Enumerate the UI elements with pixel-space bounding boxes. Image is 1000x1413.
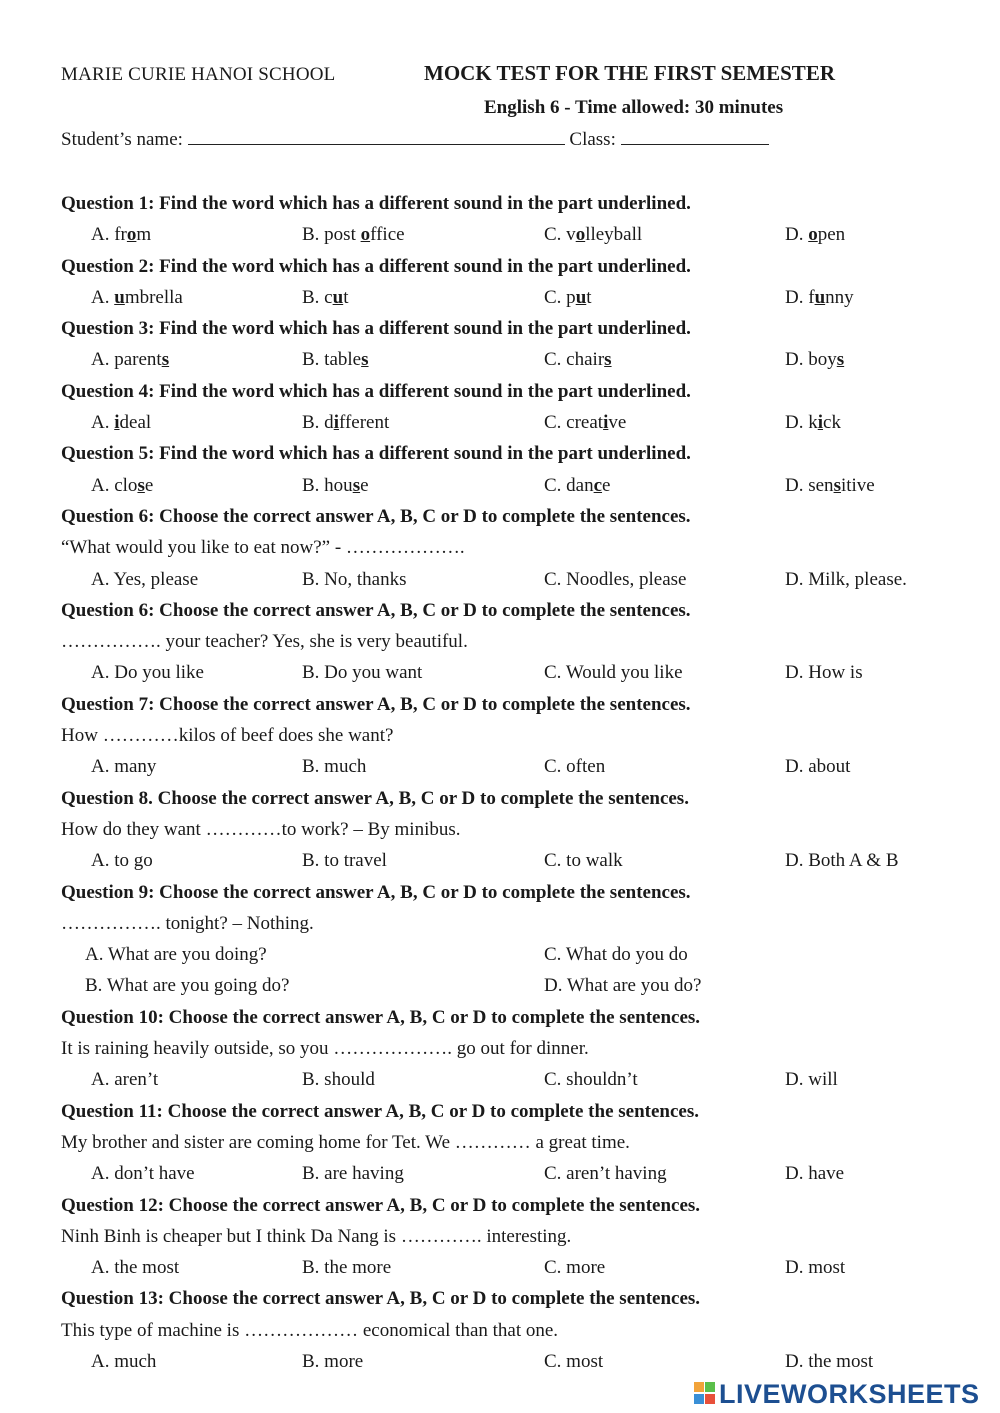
student-info-line	[61, 128, 769, 151]
option-c[interactable]: C. put	[544, 286, 592, 308]
option-d[interactable]: D. Both A & B	[785, 850, 899, 872]
option-a[interactable]: A. much	[91, 1350, 157, 1372]
option-d[interactable]: D. What are you do?	[544, 975, 702, 997]
option-d[interactable]: D. sensitive	[785, 474, 875, 496]
option-a[interactable]: A. from	[91, 224, 152, 246]
student-name-blank[interactable]	[188, 128, 565, 145]
option-d[interactable]: D. kick	[785, 412, 841, 434]
question-stem: ……………. tonight? – Nothing.	[61, 912, 314, 934]
option-a[interactable]: A. aren’t	[91, 1069, 159, 1091]
question-heading: Question 7: Choose the correct answer A, B, C or D to complete the sentences.	[61, 693, 691, 715]
question-options	[61, 470, 961, 501]
question-options	[61, 407, 961, 438]
option-c[interactable]: C. Would you like	[544, 662, 683, 684]
option-d[interactable]: D. will	[785, 1069, 838, 1091]
question-stem: “What would you like to eat now?” - ……………….	[61, 537, 465, 559]
question-options	[61, 751, 961, 782]
question-stem: This type of machine is ……………… economical than that one.	[61, 1319, 559, 1341]
option-a[interactable]: A. parents	[91, 349, 170, 371]
question-stem: ……………. your teacher? Yes, she is very beautiful.	[61, 631, 468, 653]
option-d[interactable]: D. the most	[785, 1350, 874, 1372]
question-heading: Question 13: Choose the correct answer A, B, C or D to complete the sentences.	[61, 1288, 701, 1310]
question-options	[61, 657, 961, 688]
option-d[interactable]: D. How is	[785, 662, 863, 684]
question-heading: Question 11: Choose the correct answer A, B, C or D to complete the sentences.	[61, 1100, 699, 1122]
option-c[interactable]: C. most	[544, 1350, 604, 1372]
questions-section	[61, 188, 961, 1377]
option-d[interactable]: D. have	[785, 1163, 845, 1185]
option-c[interactable]: C. to walk	[544, 850, 623, 872]
question-stem: How …………kilos of beef does she want?	[61, 725, 394, 747]
question-heading: Question 6: Choose the correct answer A, B, C or D to complete the sentences.	[61, 599, 691, 621]
option-b[interactable]: B. No, thanks	[302, 568, 407, 590]
question-stem: Ninh Binh is cheaper but I think Da Nang is …………. interesting.	[61, 1225, 572, 1247]
option-a[interactable]: A. many	[91, 756, 157, 778]
option-d[interactable]: D. Milk, please.	[785, 568, 907, 590]
option-a[interactable]: A. What are you doing?	[85, 944, 267, 966]
logo-text: LIVEWORKSHEETS	[719, 1378, 980, 1409]
option-a[interactable]: A. Yes, please	[91, 568, 199, 590]
class-label: Class:	[569, 129, 616, 150]
option-b[interactable]: B. the more	[302, 1257, 392, 1279]
option-b[interactable]: B. What are you going do?	[85, 975, 290, 997]
option-b[interactable]: B. more	[302, 1350, 364, 1372]
question-options	[61, 219, 961, 250]
question-heading: Question 6: Choose the correct answer A, B, C or D to complete the sentences.	[61, 505, 691, 527]
option-b[interactable]: B. house	[302, 474, 369, 496]
liveworksheets-logo[interactable]	[694, 1379, 980, 1409]
option-d[interactable]: D. funny	[785, 286, 854, 308]
question-stem: How do they want …………to work? – By minibus.	[61, 818, 461, 840]
option-d[interactable]: D. most	[785, 1257, 846, 1279]
option-b[interactable]: B. are having	[302, 1163, 404, 1185]
question-options	[61, 1158, 961, 1189]
option-d[interactable]: D. open	[785, 224, 846, 246]
option-d[interactable]: D. about	[785, 756, 851, 778]
option-c[interactable]: C. What do you do	[544, 944, 688, 966]
question-options	[61, 1346, 961, 1377]
question-heading: Question 1: Find the word which has a different sound in the part underlined.	[61, 193, 691, 214]
option-c[interactable]: C. aren’t having	[544, 1163, 667, 1185]
option-b[interactable]: B. much	[302, 756, 367, 778]
option-c[interactable]: C. Noodles, please	[544, 568, 687, 590]
question-options	[61, 970, 961, 1001]
option-b[interactable]: B. different	[302, 412, 390, 434]
option-a[interactable]: A. the most	[91, 1257, 180, 1279]
student-name-label: Student’s name:	[61, 129, 183, 150]
option-c[interactable]: C. often	[544, 756, 606, 778]
question-heading: Question 4: Find the word which has a different sound in the part underlined.	[61, 380, 691, 402]
option-a[interactable]: A. ideal	[91, 412, 152, 434]
question-heading: Question 12: Choose the correct answer A, B, C or D to complete the sentences.	[61, 1194, 701, 1216]
option-c[interactable]: C. chairs	[544, 349, 612, 371]
question-heading: Question 10: Choose the correct answer A, B, C or D to complete the sentences.	[61, 1006, 701, 1028]
question-options	[61, 564, 961, 595]
question-options	[61, 344, 961, 375]
test-title: MOCK TEST FOR THE FIRST SEMESTER	[424, 61, 835, 85]
liveworksheets-logo-icon	[694, 1382, 716, 1406]
question-options	[61, 845, 961, 876]
question-heading: Question 8. Choose the correct answer A, B, C or D to complete the sentences.	[61, 787, 689, 809]
option-c[interactable]: C. more	[544, 1257, 606, 1279]
question-stem: It is raining heavily outside, so you ………………. go out for dinner.	[61, 1038, 589, 1060]
question-heading: Question 2: Find the word which has a different sound in the part underlined.	[61, 255, 691, 277]
question-options	[61, 939, 961, 970]
question-options	[61, 282, 961, 313]
option-b[interactable]: B. post office	[302, 224, 405, 246]
question-heading: Question 5: Find the word which has a different sound in the part underlined.	[61, 443, 691, 465]
question-stem: My brother and sister are coming home for Tet. We ………… a great time.	[61, 1131, 630, 1153]
question-options	[61, 1064, 961, 1095]
option-a[interactable]: A. to go	[91, 850, 153, 872]
option-a[interactable]: A. don’t have	[91, 1163, 195, 1185]
option-d[interactable]: D. boys	[785, 349, 845, 371]
option-b[interactable]: B. to travel	[302, 850, 387, 872]
option-a[interactable]: A. Do you like	[91, 662, 204, 684]
option-c[interactable]: C. creative	[544, 412, 627, 434]
test-subtitle: English 6 - Time allowed: 30 minutes	[484, 97, 784, 118]
option-c[interactable]: C. shouldn’t	[544, 1069, 638, 1091]
question-options	[61, 1252, 961, 1283]
option-b[interactable]: B. Do you want	[302, 662, 423, 684]
question-heading: Question 9: Choose the correct answer A, B, C or D to complete the sentences.	[61, 881, 691, 903]
option-a[interactable]: A. umbrella	[91, 286, 183, 308]
school-name: MARIE CURIE HANOI SCHOOL	[61, 64, 336, 85]
option-c[interactable]: C. dance	[544, 474, 611, 496]
option-a[interactable]: A. close	[91, 474, 154, 496]
option-c[interactable]: C. volleyball	[544, 224, 643, 246]
class-blank[interactable]	[621, 128, 769, 145]
option-b[interactable]: B. cut	[302, 286, 349, 308]
question-heading: Question 3: Find the word which has a different sound in the part underlined.	[61, 318, 691, 340]
option-b[interactable]: B. tables	[302, 349, 369, 371]
option-b[interactable]: B. should	[302, 1069, 375, 1091]
